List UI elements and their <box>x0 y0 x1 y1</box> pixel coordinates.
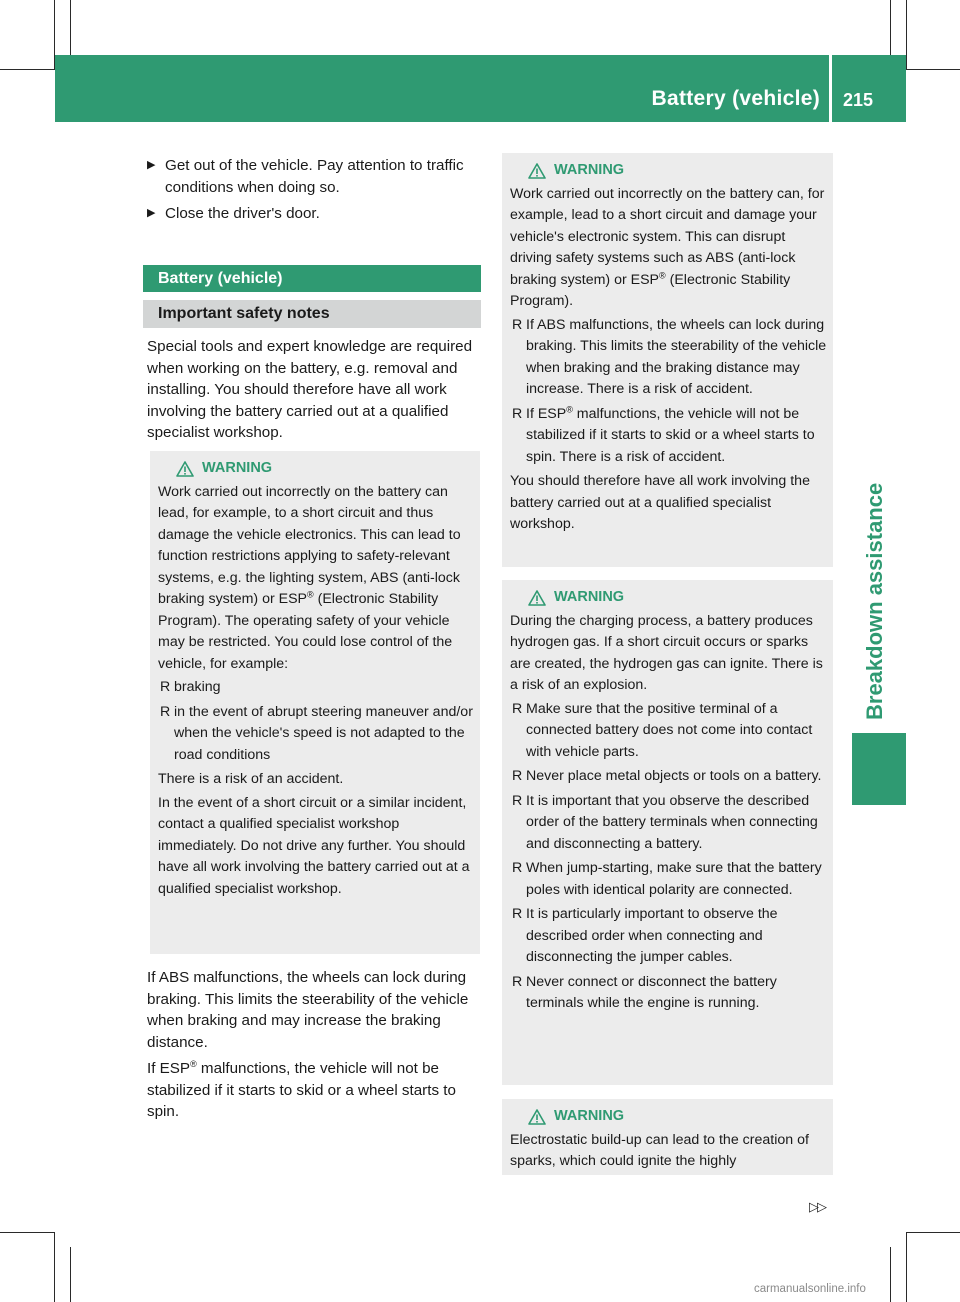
step-arrow-icon: ▶ <box>147 207 156 219</box>
body-paragraph: If ESP® malfunctions, the vehicle will not be stabilized if it starts to skid or a wheel starts to spin. <box>147 1058 456 1120</box>
warning-bullet: R Never connect or disconnect the battery terminals while the engine is running. <box>512 973 777 1011</box>
left-body-text <box>147 967 483 1128</box>
warning-bullet: R Make sure that the positive terminal of a connected battery does not come into contact with vehicle parts. <box>512 700 813 760</box>
warning-heading: WARNING <box>528 1106 827 1128</box>
warning-text: Electrostatic build-up can lead to the creation of sparks, which could ignite the highly <box>510 1131 809 1169</box>
continue-arrow-icon: ▷▷ <box>809 1199 825 1214</box>
warning-bullet: R Never place metal objects or tools on a battery. <box>512 768 822 784</box>
warning-bullet: R in the event of abrupt steering maneuver and/or when the vehicle's speed is not adapted to the road conditions <box>160 703 473 763</box>
intro-paragraph <box>147 336 483 449</box>
page-header-title: Battery (vehicle) <box>651 87 820 110</box>
warning-text: During the charging process, a battery produces hydrogen gas. If a short circuit occurs or sparks are created, the hydrogen gas can ignite. There is a risk of an explosion. <box>510 612 823 693</box>
warning-triangle-icon <box>528 1109 546 1125</box>
warning-box <box>150 451 480 954</box>
crop-mark <box>890 1247 891 1302</box>
step-item: ▶ Close the driver's door. <box>147 203 479 225</box>
warning-box <box>502 580 833 1085</box>
crop-mark <box>70 0 71 55</box>
warning-triangle-icon <box>176 461 194 477</box>
intro-text: Special tools and expert knowledge are required when working on the battery, e.g. removal and installing. You should therefore have all work involving the battery carried out at a qualified specialist workshop. <box>147 338 473 441</box>
step-arrow-icon: ▶ <box>147 159 156 171</box>
warning-box <box>502 1099 833 1175</box>
warning-heading: WARNING <box>528 587 827 609</box>
warning-text: There is a risk of an accident. <box>158 771 344 787</box>
warning-bullet: R braking <box>160 679 221 695</box>
crop-mark <box>906 1232 960 1233</box>
crop-mark <box>0 1232 55 1233</box>
crop-mark <box>906 1232 907 1302</box>
side-tab-marker <box>852 733 906 805</box>
header-divider <box>829 55 832 122</box>
crop-mark <box>906 69 960 70</box>
warning-heading: WARNING <box>528 160 827 182</box>
step-item: ▶ Get out of the vehicle. Pay attention to traffic conditions when doing so. <box>147 157 464 196</box>
warning-bullet: R If ESP® malfunctions, the vehicle will not be stabilized if it starts to skid or a wheel starts to spin. There is a risk of accident. <box>512 403 815 465</box>
section-title: Battery (vehicle) <box>143 265 481 292</box>
warning-box <box>502 153 833 567</box>
crop-mark <box>906 0 907 69</box>
warning-bullet: R It is important that you observe the described order of the battery terminals when connecting and disconnecting a battery. <box>512 792 818 852</box>
body-paragraph: If ABS malfunctions, the wheels can lock during braking. This limits the steerability of the vehicle when braking and may increase the braking distance. <box>147 969 469 1051</box>
warning-text: Work carried out incorrectly on the battery can lead, for example, to a short circuit and thus damage the vehicle electronics. This can lead to function restrictions applying to safety-relevant systems, e.g. the lighting system, ABS (anti-lock braking system) or ESP® (Electronic Stability Program). The operating safety of your vehicle may be restricted. You could lose control of the vehicle, for example: <box>158 483 461 672</box>
warning-bullet: R It is particularly important to observe the described order when connecting and disconnecting the jumper cables. <box>512 906 778 965</box>
warning-heading: WARNING <box>176 458 474 480</box>
warning-text: In the event of a short circuit or a similar incident, contact a qualified specialist workshop immediately. Do not drive any further. You should have all work involving the battery carried out at a qualified specialist workshop. <box>158 794 470 897</box>
watermark: carmanualsonline.info <box>754 1283 866 1295</box>
side-tab-label: Breakdown assistance <box>862 482 887 720</box>
warning-triangle-icon <box>528 163 546 179</box>
steps-list <box>147 155 479 230</box>
warning-text: Work carried out incorrectly on the battery can, for example, lead to a short circuit and damage your vehicle's electronic system. This can disrupt driving safety systems such as ABS (anti-lock braking system) or ESP® (Electronic Stability Program). <box>510 185 825 309</box>
crop-mark <box>890 0 891 55</box>
crop-mark <box>54 1232 55 1302</box>
page-number: 215 <box>843 90 874 110</box>
warning-bullet: R When jump-starting, make sure that the battery poles with identical polarity are connected. <box>512 860 822 898</box>
crop-mark <box>0 69 55 70</box>
warning-bullet: R If ABS malfunctions, the wheels can lock during braking. This limits the steerability of the vehicle when braking and the braking distance may increase. There is a risk of accident. <box>512 316 827 397</box>
crop-mark <box>70 1247 71 1302</box>
warning-triangle-icon <box>528 590 546 606</box>
warning-text: You should therefore have all work involving the battery carried out at a qualified specialist workshop. <box>510 473 810 532</box>
subsection-title: Important safety notes <box>143 300 481 328</box>
